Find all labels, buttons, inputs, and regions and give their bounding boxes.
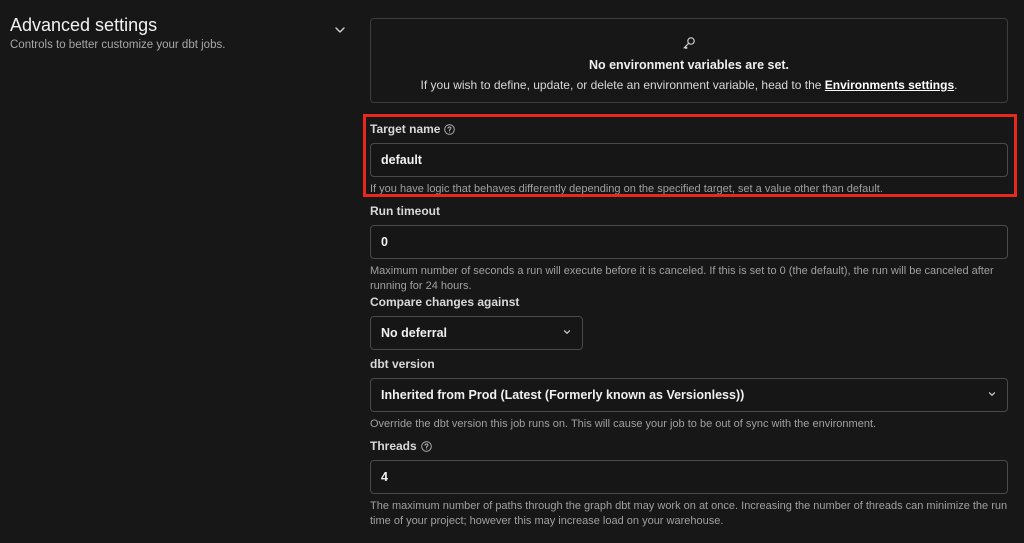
compare-changes-field — [370, 294, 1008, 350]
chevron-down-icon — [987, 388, 997, 402]
chevron-down-icon[interactable] — [333, 23, 347, 37]
target-name-help: If you have logic that behaves differently depending on the specified target, set a value other than default. — [370, 183, 883, 195]
section-header — [10, 14, 225, 51]
compare-changes-selected: No deferral — [381, 326, 447, 340]
target-name-input[interactable]: default — [370, 143, 1008, 177]
compare-changes-label-text: Compare changes against — [370, 295, 520, 309]
dbt-version-select[interactable] — [370, 378, 1008, 412]
compare-changes-select[interactable] — [370, 316, 583, 350]
dbt-version-label-text: dbt version — [370, 357, 435, 371]
env-vars-empty-state — [370, 18, 1008, 103]
threads-label — [370, 438, 1008, 454]
dbt-version-help: Override the dbt version this job runs on. This will cause your job to be out of sync with the environment. — [370, 418, 877, 430]
help-circle-icon[interactable] — [444, 124, 455, 135]
env-vars-desc-suffix: . — [954, 78, 958, 92]
target-name-field — [370, 121, 1008, 197]
compare-changes-label — [370, 294, 1008, 310]
threads-field — [370, 438, 1008, 529]
run-timeout-field — [370, 203, 1008, 294]
run-timeout-label — [370, 203, 1008, 219]
threads-help: The maximum number of paths through the graph dbt may work on at once. Increasing the number of threads can minimize the run time of your project; however this may increase load on your warehouse. — [370, 500, 1008, 527]
key-icon — [681, 35, 697, 51]
target-name-label — [370, 121, 1008, 137]
dbt-version-selected: Inherited from Prod (Latest (Formerly known as Versionless)) — [381, 388, 745, 402]
environments-settings-link[interactable]: Environments settings — [824, 78, 955, 92]
env-vars-description — [371, 78, 1007, 92]
help-circle-icon[interactable] — [421, 441, 432, 452]
target-name-label-text: Target name — [370, 122, 441, 136]
dbt-version-label — [370, 356, 1008, 372]
threads-input[interactable]: 4 — [370, 460, 1008, 494]
run-timeout-help: Maximum number of seconds a run will execute before it is canceled. If this is set to 0 (the default), the run will be canceled after running for 24 hours. — [370, 265, 994, 292]
run-timeout-input[interactable]: 0 — [370, 225, 1008, 259]
section-subtitle: Controls to better customize your dbt jobs. — [10, 39, 226, 51]
env-vars-title: No environment variables are set. — [588, 58, 790, 72]
dbt-version-field — [370, 356, 1008, 432]
chevron-down-icon — [562, 326, 572, 340]
env-vars-desc-text: If you wish to define, update, or delete an environment variable, head to the — [420, 78, 825, 92]
threads-label-text: Threads — [370, 439, 417, 453]
section-title: Advanced settings — [10, 15, 158, 35]
run-timeout-label-text: Run timeout — [370, 204, 440, 218]
settings-form — [370, 18, 1008, 527]
